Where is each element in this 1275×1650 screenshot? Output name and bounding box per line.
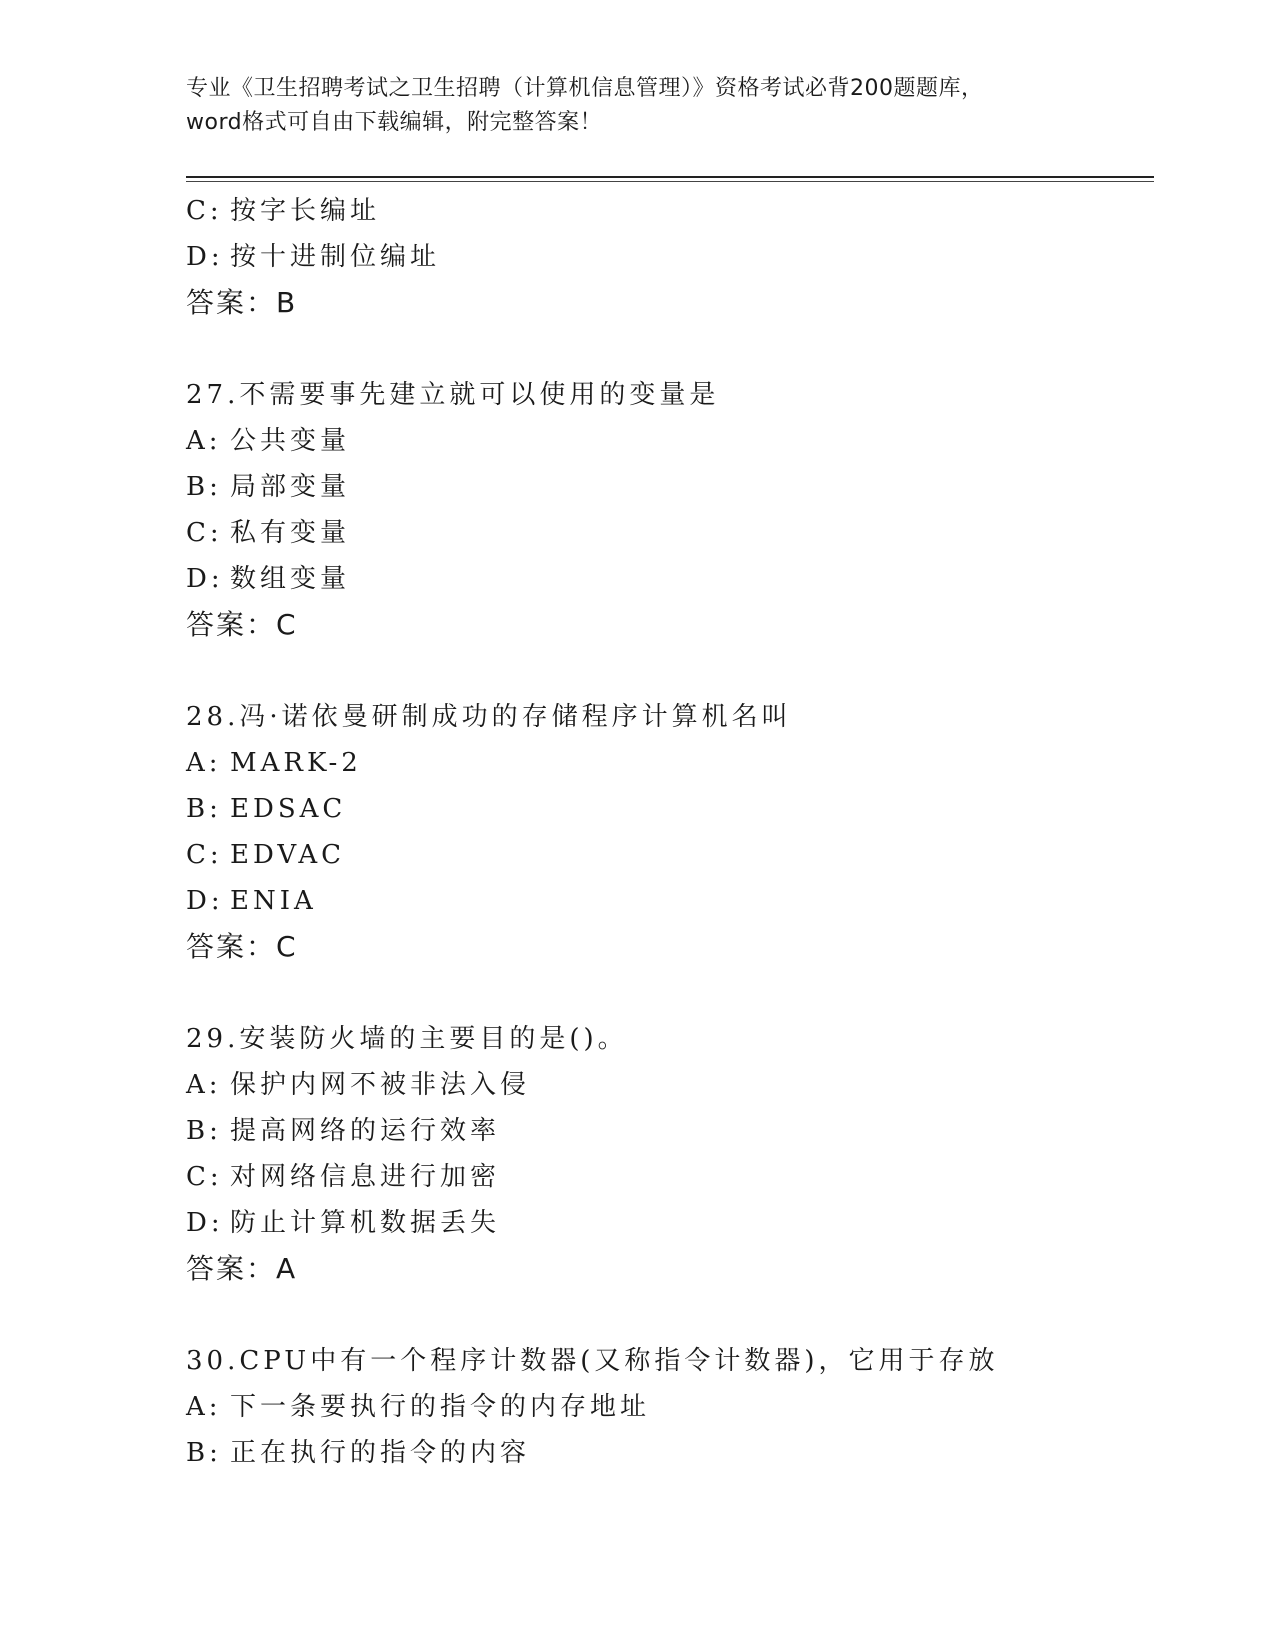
option-letter: C: <box>186 840 223 870</box>
option-text: EDVAC <box>230 840 346 870</box>
option-row <box>186 510 1154 556</box>
option-row <box>186 464 1154 510</box>
question-list <box>186 188 1154 1476</box>
option-letter: B: <box>186 1438 222 1468</box>
option-letter: A: <box>186 1392 222 1422</box>
option-row <box>186 1062 1154 1108</box>
option-row <box>186 740 1154 786</box>
option-text: 按字长编址 <box>230 196 381 226</box>
header-line-2: word格式可自由下载编辑，附完整答案！ <box>186 110 603 135</box>
option-text: MARK-2 <box>230 748 362 778</box>
option-letter: B: <box>186 1116 222 1146</box>
option-row <box>186 1384 1154 1430</box>
option-text: 对网络信息进行加密 <box>230 1162 501 1192</box>
option-text: EDSAC <box>230 794 347 824</box>
option-text: 下一条要执行的指令的内存地址 <box>230 1392 651 1422</box>
option-row <box>186 556 1154 602</box>
question-stem: 30.CPU中有一个程序计数器(又称指令计数器)，它用于存放 <box>186 1346 999 1376</box>
option-row <box>186 1154 1154 1200</box>
option-row <box>186 234 1154 280</box>
answer-line: 答案：C <box>186 930 298 963</box>
spacer <box>186 648 1154 694</box>
question-stem: 28.冯·诺依曼研制成功的存储程序计算机名叫 <box>186 702 792 732</box>
option-letter: B: <box>186 472 222 502</box>
question-block-27 <box>186 372 1154 648</box>
option-letter: D: <box>186 1208 224 1238</box>
option-text: 保护内网不被非法入侵 <box>230 1070 531 1100</box>
option-letter: A: <box>186 426 222 456</box>
option-letter: A: <box>186 1070 222 1100</box>
answer-line: 答案：B <box>186 286 298 319</box>
option-text: 数组变量 <box>230 564 351 594</box>
header-divider-thick <box>186 176 1154 178</box>
option-letter: D: <box>186 886 224 916</box>
question-stem: 27.不需要事先建立就可以使用的变量是 <box>186 380 720 410</box>
option-row <box>186 786 1154 832</box>
option-text: ENIA <box>230 886 317 916</box>
question-block-30 <box>186 1338 1154 1476</box>
option-row <box>186 1108 1154 1154</box>
option-letter: C: <box>186 196 223 226</box>
question-block-28 <box>186 694 1154 970</box>
question-block-26 <box>186 188 1154 326</box>
header-divider-thin <box>186 181 1154 182</box>
option-text: 防止计算机数据丢失 <box>230 1208 501 1238</box>
option-letter: B: <box>186 794 222 824</box>
spacer <box>186 970 1154 1016</box>
question-block-29 <box>186 1016 1154 1292</box>
option-text: 按十进制位编址 <box>230 242 441 272</box>
option-text: 正在执行的指令的内容 <box>230 1438 531 1468</box>
header-line-1: 专业《卫生招聘考试之卫生招聘（计算机信息管理）》资格考试必背200题题库， <box>186 76 984 101</box>
spacer <box>186 326 1154 372</box>
answer-line: 答案：C <box>186 608 298 641</box>
answer-line: 答案：A <box>186 1252 298 1285</box>
question-stem: 29.安装防火墙的主要目的是()。 <box>186 1024 628 1054</box>
spacer <box>186 1292 1154 1338</box>
option-row <box>186 1200 1154 1246</box>
option-text: 私有变量 <box>230 518 351 548</box>
option-row <box>186 878 1154 924</box>
option-row <box>186 188 1154 234</box>
option-row <box>186 418 1154 464</box>
option-letter: C: <box>186 1162 223 1192</box>
option-letter: D: <box>186 242 224 272</box>
option-row <box>186 832 1154 878</box>
option-text: 提高网络的运行效率 <box>230 1116 501 1146</box>
option-letter: C: <box>186 518 223 548</box>
option-row <box>186 1430 1154 1476</box>
option-text: 公共变量 <box>230 426 351 456</box>
document-header <box>186 72 1086 140</box>
option-text: 局部变量 <box>230 472 351 502</box>
option-letter: A: <box>186 748 222 778</box>
option-letter: D: <box>186 564 224 594</box>
